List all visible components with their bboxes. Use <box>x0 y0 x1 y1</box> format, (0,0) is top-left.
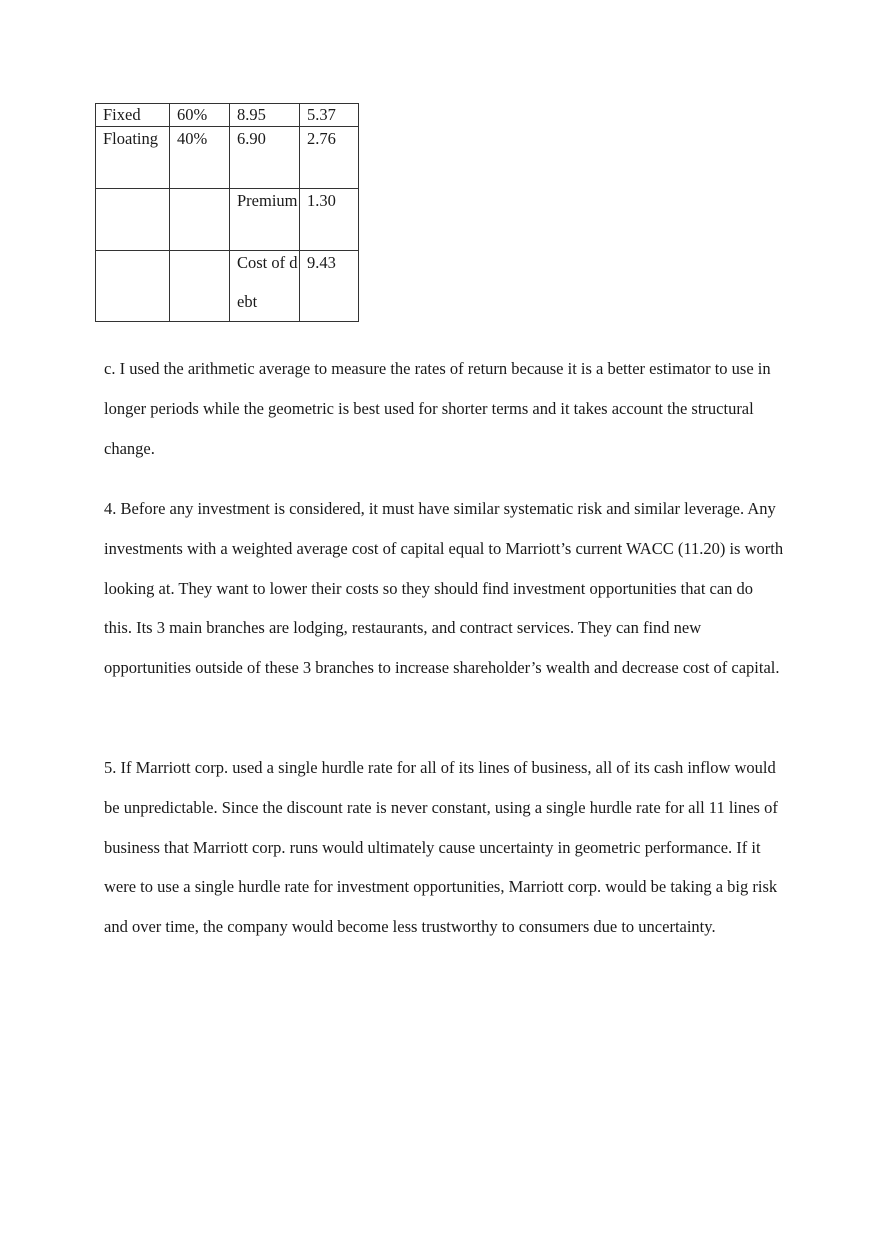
table-row <box>96 189 359 251</box>
table-cell <box>230 251 300 322</box>
table-cell <box>96 127 170 189</box>
table-cell: 8.95 <box>230 104 300 127</box>
table-row <box>96 251 359 322</box>
table-cell <box>170 251 230 322</box>
table-cell-text: Floating <box>103 129 159 148</box>
table-cell <box>230 189 300 251</box>
table-cell <box>96 251 170 322</box>
table-cell: 2.76 <box>300 127 359 189</box>
cost-of-debt-table <box>95 103 359 322</box>
answer-4-paragraph: 4. Before any investment is considered, it must have similar systematic risk and similar leverage. Any investments with a weighted average cost of capital equal to Marriott’s current WACC (11.20) is worth looking at. They want to lower their costs so they should find investment opportunities that can do this. Its 3 main branches are lodging, restaurants, and contract services. They can find new opportunities outside of these 3 branches to increase shareholder’s wealth and decrease cost of capital. <box>104 499 784 678</box>
table-cell: 6.90 <box>230 127 300 189</box>
table-cell: Fixed <box>96 104 170 127</box>
table-cell: 40% <box>170 127 230 189</box>
table-cell: 9.43 <box>300 251 359 322</box>
table-cell <box>96 189 170 251</box>
table-row <box>96 127 359 189</box>
table-cell: 5.37 <box>300 104 359 127</box>
table-cell <box>170 189 230 251</box>
table-cell-text: Cost of debt <box>237 253 298 311</box>
table-cell: 60% <box>170 104 230 127</box>
answer-5-paragraph: 5. If Marriott corp. used a single hurdle rate for all of its lines of business, all of its cash inflow would be unpredictable. Since the discount rate is never constant, using a single hurdle rate for all 11 lines of business that Marriott corp. runs would ultimately cause uncertainty in geometric performance. If it were to use a single hurdle rate for investment opportunities, Marriott corp. would be taking a big risk and over time, the company would become less trustworthy to consumers due to uncertainty. <box>104 758 778 937</box>
answer-c-paragraph: c. I used the arithmetic average to measure the rates of return because it is a better estimator to use in longer periods while the geometric is best used for shorter terms and it takes account the structural change. <box>104 359 771 458</box>
table-cell: 1.30 <box>300 189 359 251</box>
table-cell-text: Premium <box>237 191 298 210</box>
